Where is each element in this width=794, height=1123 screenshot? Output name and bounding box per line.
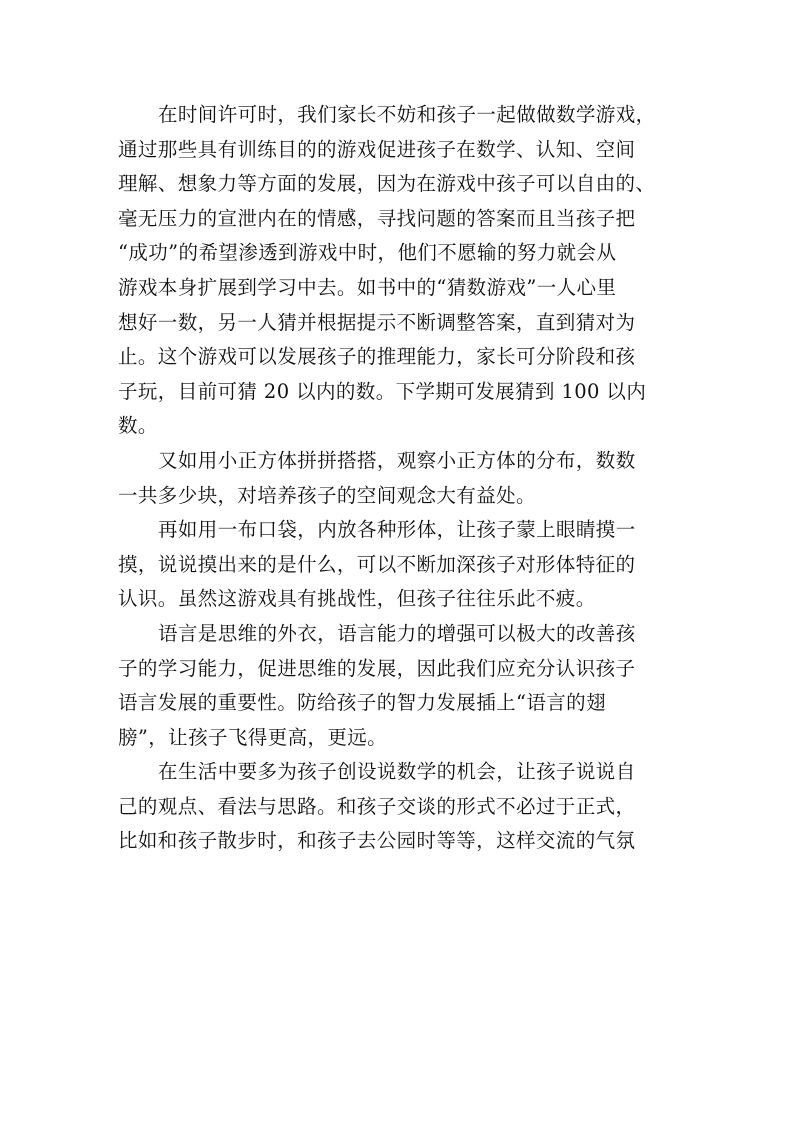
- text-line: “成功”的希望渗透到游戏中时，他们不愿输的努力就会从: [118, 241, 617, 265]
- text-line: 膀”，让孩子飞得更高，更远。: [118, 725, 388, 749]
- text-line: 在时间许可时，我们家长不妨和孩子一起做做数学游戏，: [158, 103, 656, 126]
- text-line: 游戏本身扩展到学习中去。如书中的“猜数游戏”一人心里: [118, 275, 617, 299]
- text-line: 子玩，目前可猜 20 以内的数。下学期可发展猜到 100 以内: [118, 379, 647, 403]
- text-line: 认识。虽然这游戏具有挑战性，但孩子往往乐此不疲。: [118, 587, 596, 611]
- text-line: 再如用一布口袋，内放各种形体，让孩子蒙上眼睛摸一: [158, 518, 636, 542]
- text-line: 理解、想象力等方面的发展，因为在游戏中孩子可以自由的、: [118, 172, 656, 196]
- text-line: 比如和孩子散步时，和孩子去公园时等等，这样交流的气氛: [118, 829, 636, 853]
- text-line: 语言是思维的外衣，语言能力的增强可以极大的改善孩: [158, 621, 636, 645]
- text-line: 在生活中要多为孩子创设说数学的机会，让孩子说说自: [158, 760, 636, 784]
- text-line: 止。这个游戏可以发展孩子的推理能力，家长可分阶段和孩: [118, 345, 636, 369]
- text-line: 又如用小正方体拼拼搭搭，观察小正方体的分布，数数: [158, 448, 636, 472]
- text-line: 子的学习能力，促进思维的发展，因此我们应充分认识孩子: [118, 656, 636, 680]
- text-line: 想好一数，另一人猜并根据提示不断调整答案，直到猜对为: [118, 310, 636, 334]
- text-line: 语言发展的重要性。防给孩子的智力发展插上“语言的翅: [118, 691, 606, 715]
- text-line: 一共多少块，对培养孩子的空间观念大有益处。: [118, 483, 536, 507]
- body-text: [118, 98, 678, 859]
- text-line: 己的观点、看法与思路。和孩子交谈的形式不必过于正式，: [118, 794, 636, 818]
- text-line: 通过那些具有训练目的的游戏促进孩子在数学、认知、空间: [118, 137, 636, 161]
- text-line: 数。: [118, 414, 158, 438]
- text-line: 毫无压力的宣泄内在的情感，寻找问题的答案而且当孩子把: [118, 206, 636, 230]
- text-line: 摸，说说摸出来的是什么，可以不断加深孩子对形体特征的: [118, 552, 636, 576]
